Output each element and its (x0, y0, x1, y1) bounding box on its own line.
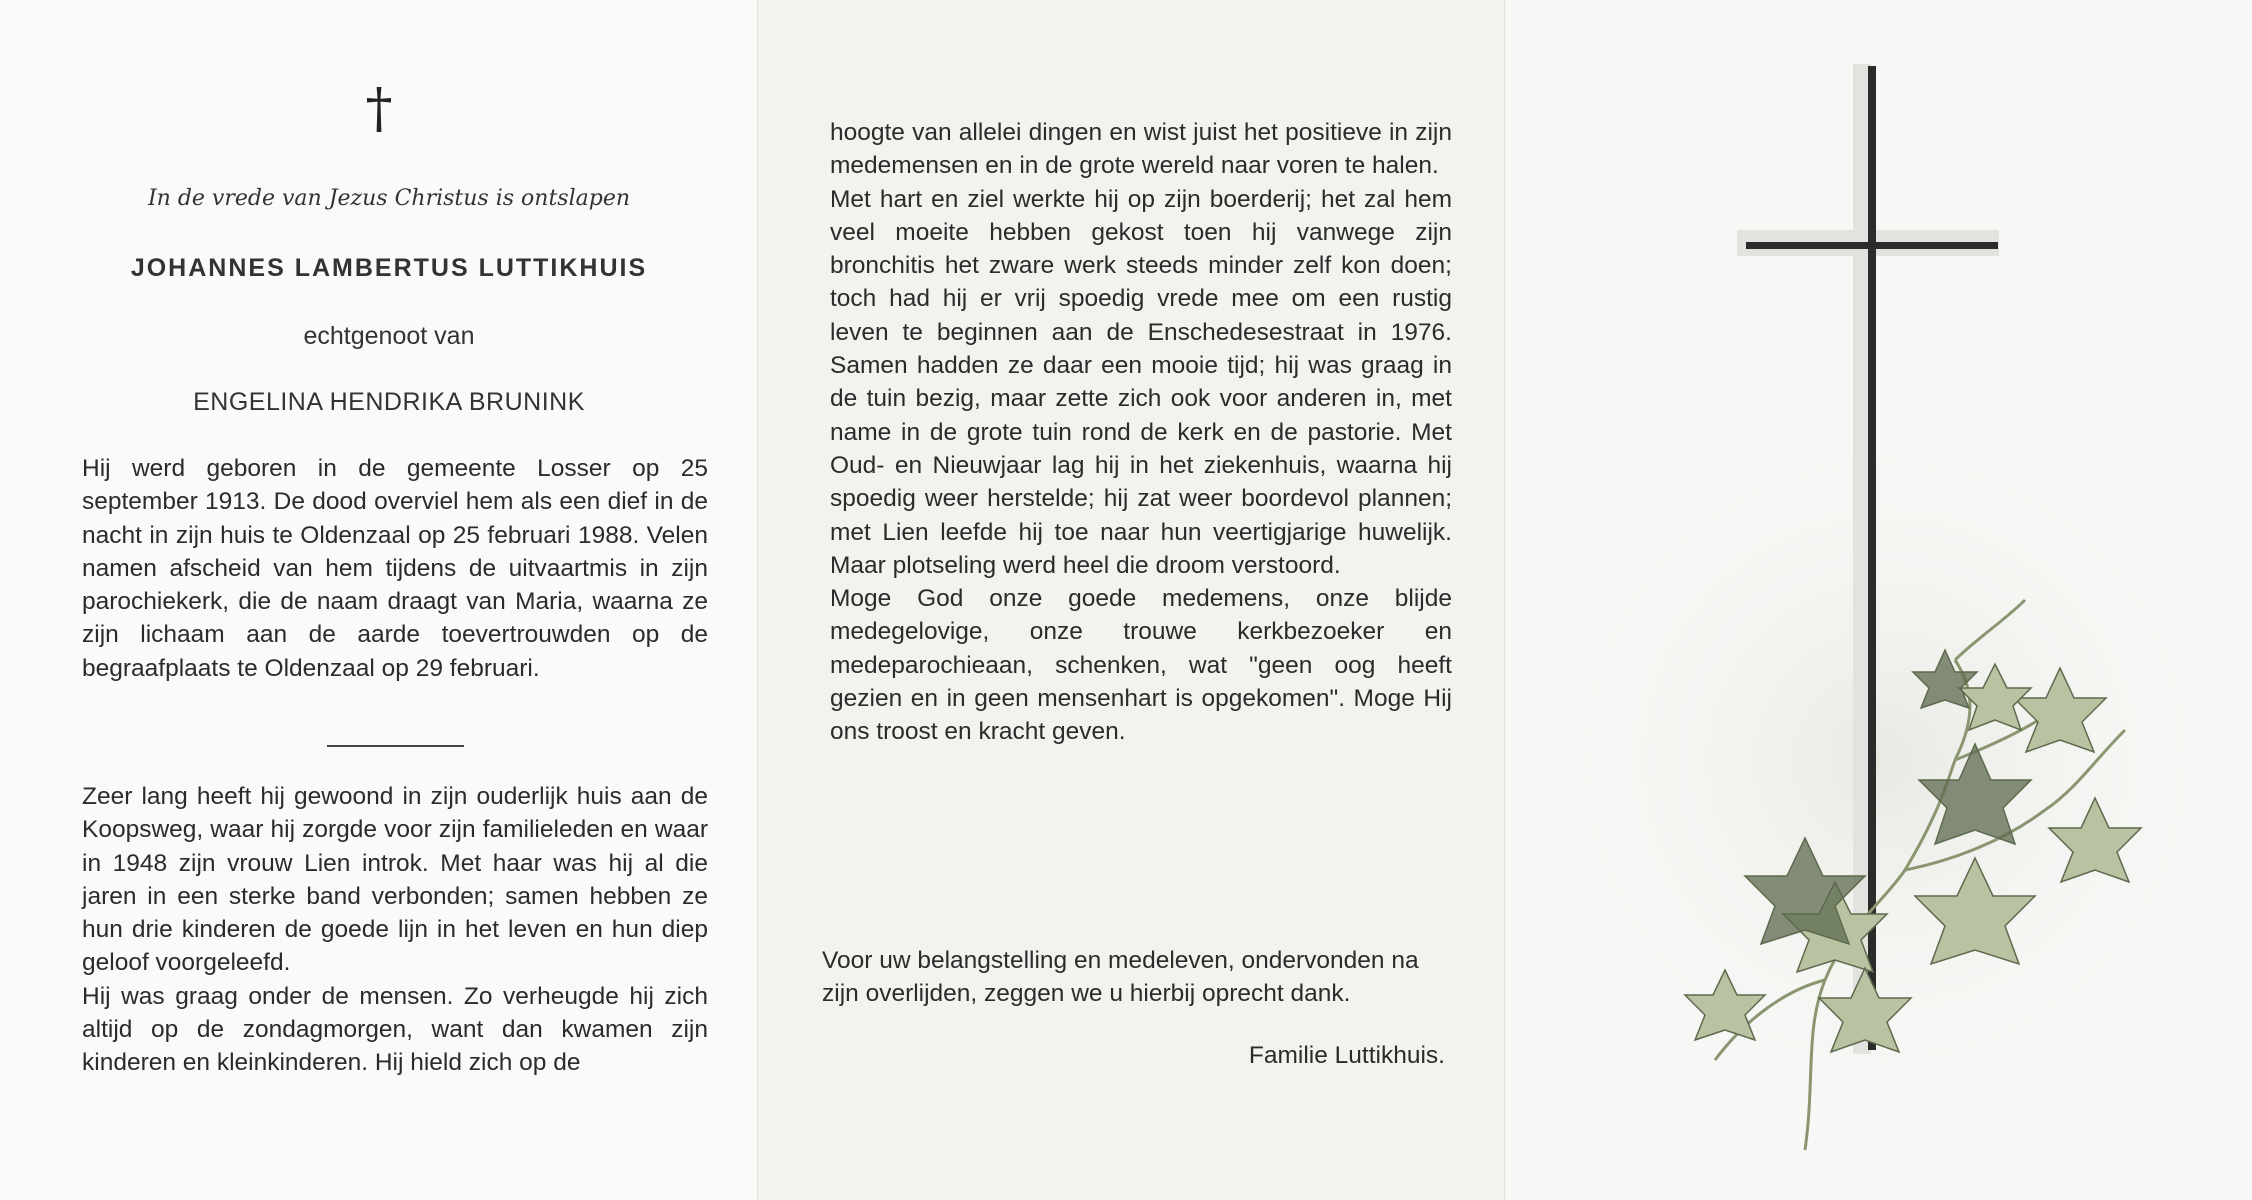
spouse-name: ENGELINA HENDRIKA BRUNINK (193, 388, 585, 416)
biography-continued (830, 116, 1452, 749)
cross-with-ivy-illustration (1505, 0, 2252, 1200)
dagger-cross-icon: † (365, 77, 393, 140)
motto: In de vrede van Jezus Christus is ontslapen (147, 186, 631, 211)
cross-vertical-icon (1868, 66, 1876, 1050)
paragraph: Hij werd geboren in de gemeente Losser op 25 september 1913. De dood overviel hem als een dief in de nacht in zijn huis te Oldenzaal op 25 februari 1988. Velen namen afscheid van hem tijdens de uitvaartmis in zijn parochiekerk, die de naam draagt van Maria, waarna ze zijn lichaam aan de aarde toevertrouwden op de begraafplaats te Oldenzaal op 29 februari. (82, 455, 708, 682)
left-panel (0, 0, 758, 1200)
paragraph: Zeer lang heeft hij gewoond in zijn ouderlijk huis aan de Koopsweg, waar hij zorgde voor zijn familieleden en waar in 1948 zijn vrouw Lien introk. Met haar was hij al die jaren in een sterke band verbonden; samen hebben ze hun drie kinderen de goede lijn in het leven en hun diep geloof voorgeleefd. (82, 783, 708, 977)
paragraph: Met hart en ziel werkte hij op zijn boerderij; het zal hem veel moeite hebben gekost toen hij vanwege zijn bronchitis het zware werk steeds minder zelf kon doen; toch had hij er vrij spoedig vrede mee om een rustig leven te beginnen aan de Enschedesestraat in 1976. Samen hadden ze daar een mooie tijd; hij was graag in de tuin bezig, maar zette zich ook voor anderen in, met name in de grote tuin rond de kerk en de pastorie. Met Oud- en Nieuwjaar lag hij in het ziekenhuis, waarna hij spoedig weer herstelde; hij zat weer boordevol plannen; met Lien leefde hij toe naar hun veertigjarige huwelijk. Maar plotseling werd heel die droom verstoord. (830, 185, 1452, 579)
cross-horizontal-icon (1746, 242, 1998, 249)
divider (327, 745, 464, 747)
paragraph: Hij was graag onder de mensen. Zo verheugde hij zich altijd op de zondagmorgen, want dan kwamen zijn kinderen en kleinkinderen. Hij hield zich op de (82, 982, 708, 1077)
biography-paragraph-2 (82, 780, 708, 1080)
deceased-name: JOHANNES LAMBERTUS LUTTIKHUIS (130, 254, 648, 282)
biography-paragraph-1 (82, 452, 708, 685)
thanks-message: Voor uw belangstelling en medeleven, ondervonden na zijn overlijden, zeggen we u hierbij oprecht dank. (822, 947, 1419, 1008)
family-signature: Familie Luttikhuis. (1248, 1042, 1445, 1069)
spouse-label: echtgenoot van (303, 322, 475, 350)
paragraph: Moge God onze goede medemens, onze blijde medegelovige, onze trouwe kerkbezoeker en medeparochieaan, schenken, wat "geen oog heeft gezien en in geen mensenhart is opgekomen". Moge Hij ons troost en kracht geven. (830, 585, 1452, 746)
paragraph: hoogte van allelei dingen en wist juist het positieve in zijn medemensen en in de grote wereld naar voren te halen. (830, 119, 1452, 180)
